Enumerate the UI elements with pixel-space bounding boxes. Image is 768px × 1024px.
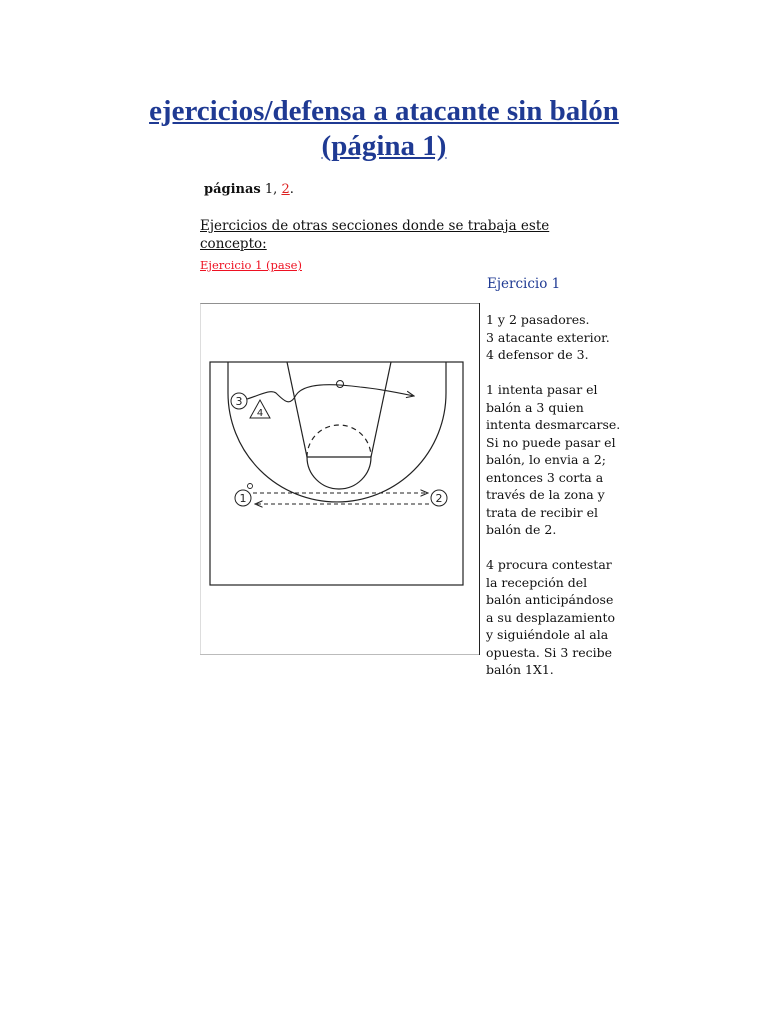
free-throw-circle-dashed: [307, 425, 371, 457]
desc-line: balón de 2.: [486, 522, 557, 537]
desc-line: 4 defensor de 3.: [486, 347, 589, 362]
page-title-line1[interactable]: ejercicios/defensa a atacante sin balón: [149, 95, 619, 127]
desc-line: balón 1X1.: [486, 662, 554, 677]
page-2-link[interactable]: 2: [281, 182, 290, 197]
free-throw-circle-solid: [307, 457, 371, 489]
player-3-cut-path: [247, 385, 414, 402]
desc-line: 1 intenta pasar el: [486, 382, 598, 397]
defender-4-label: 4: [256, 408, 264, 419]
player-2: [431, 490, 447, 506]
desc-line: a su desplazamiento: [486, 609, 616, 625]
desc-line: la recepción del: [486, 574, 588, 590]
desc-line: entonces 3 corta a: [486, 469, 604, 485]
desc-line: 3 atacante exterior.: [486, 329, 610, 345]
description-paragraph: [486, 311, 646, 364]
page-title[interactable]: [60, 94, 708, 164]
page-title-line2[interactable]: (página 1): [321, 130, 447, 162]
player-3-label: 3: [235, 395, 243, 408]
description-paragraph: [486, 381, 646, 539]
related-heading: [200, 217, 620, 253]
ball-icon: [248, 484, 253, 489]
pages-nav: [204, 182, 294, 197]
desc-line: 4 procura contestar: [486, 557, 612, 572]
desc-line: Si no puede pasar el: [486, 434, 616, 450]
description-paragraph: [486, 556, 646, 679]
pages-label: páginas: [204, 182, 261, 197]
desc-line: balón anticipándose: [486, 592, 614, 607]
related-heading-line1: Ejercicios de otras secciones donde se trabaja este: [200, 218, 550, 234]
lane-right: [371, 362, 391, 457]
court-boundary: [210, 362, 463, 585]
desc-line: intenta desmarcarse.: [486, 417, 621, 432]
exercise-description: [486, 311, 646, 696]
court-diagram-svg: [200, 303, 480, 655]
desc-line: balón a 3 quien: [486, 399, 584, 415]
player-3: [231, 393, 247, 409]
related-heading-line2: concepto:: [200, 236, 267, 252]
player-1: [235, 490, 251, 506]
desc-line: opuesta. Si 3 recibe: [486, 644, 613, 660]
defender-4: [250, 400, 270, 419]
diagram-frame: [200, 303, 480, 655]
desc-line: y siguiéndole al ala: [486, 627, 609, 642]
page-1-current: 1: [264, 182, 274, 197]
desc-line: trata de recibir el: [486, 504, 598, 520]
desc-line: balón, lo envia a 2;: [486, 452, 606, 467]
desc-line: 1 y 2 pasadores.: [486, 312, 590, 327]
desc-line: través de la zona y: [486, 487, 605, 502]
exercise-title: Ejercicio 1: [487, 276, 561, 292]
player-1-label: 1: [239, 492, 247, 505]
pages-end: .: [289, 182, 294, 197]
pages-separator: ,: [273, 182, 278, 197]
related-exercise-link[interactable]: Ejercicio 1 (pase): [200, 258, 302, 272]
player-2-label: 2: [435, 492, 443, 505]
lane-left: [287, 362, 307, 457]
basket-icon: [337, 381, 344, 388]
court-diagram: [200, 303, 480, 655]
